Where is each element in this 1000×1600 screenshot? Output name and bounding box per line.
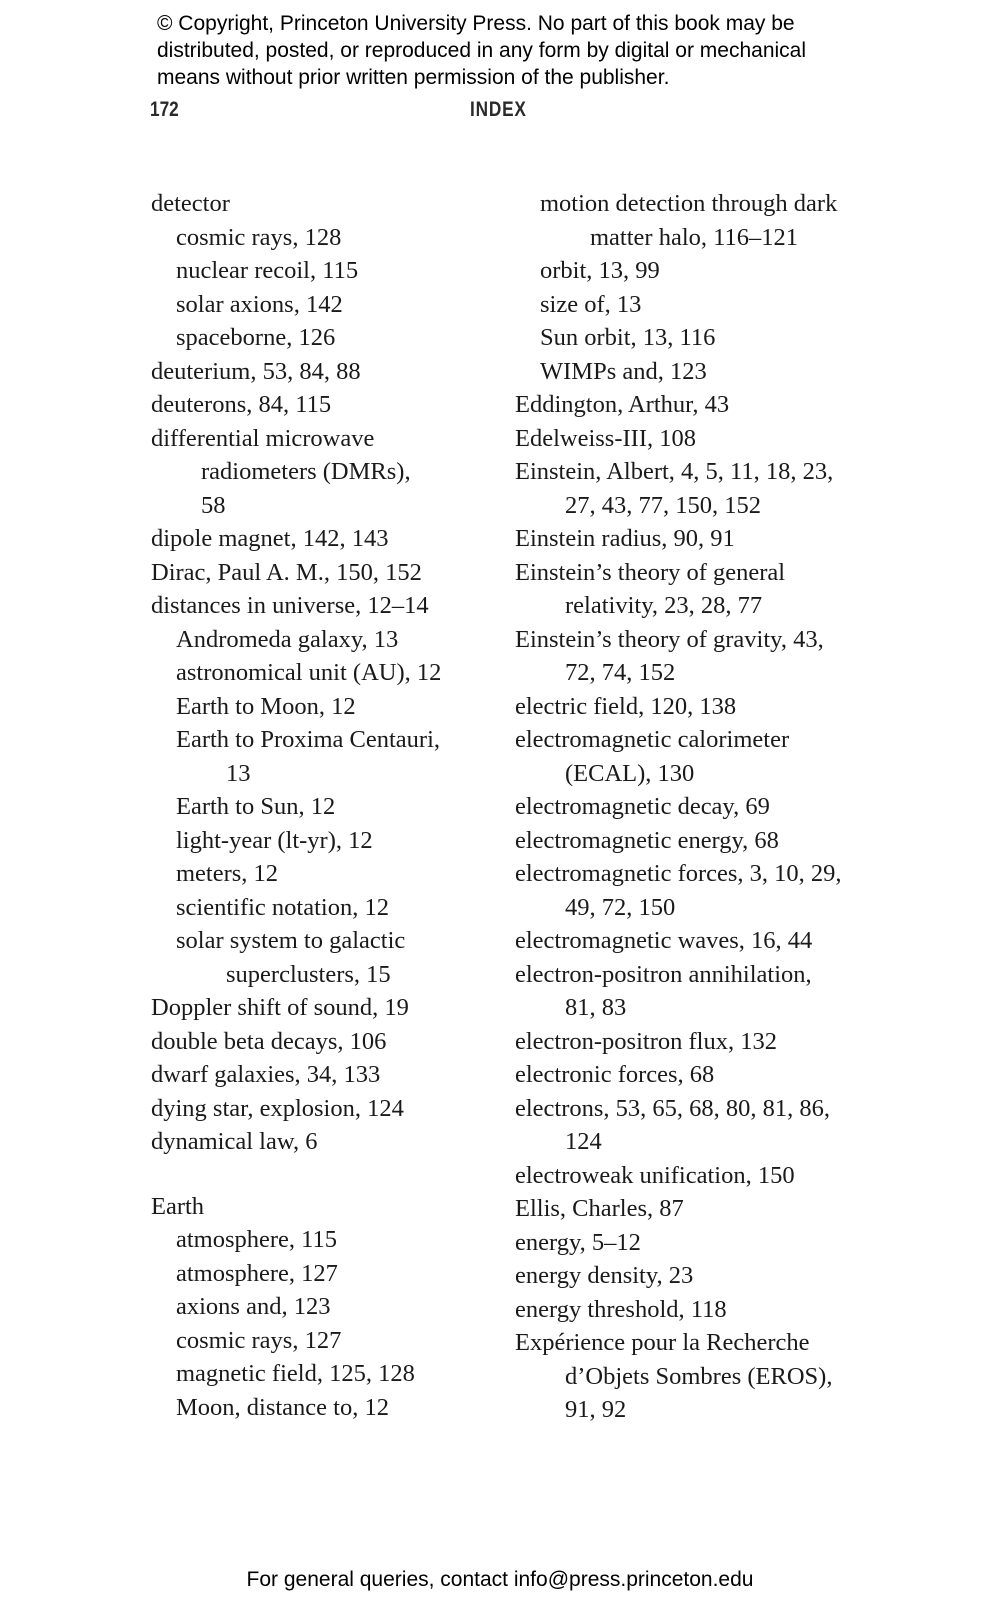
- index-entry-line: atmosphere, 127: [176, 1259, 338, 1287]
- index-entry-line: scientific notation, 12: [176, 893, 389, 921]
- index-entry-line: (ECAL), 130: [565, 759, 695, 787]
- index-entry: [151, 388, 501, 422]
- index-entry: [515, 422, 875, 456]
- index-entry-line: 81, 83: [565, 994, 627, 1021]
- index-entry-line: Earth to Moon, 12: [176, 692, 356, 720]
- index-entry-line: magnetic field, 125, 128: [176, 1360, 415, 1387]
- index-entry: [515, 723, 875, 790]
- page-number: 172: [150, 98, 179, 121]
- index-entry: [151, 1058, 501, 1092]
- index-entry: [515, 1058, 875, 1092]
- section-title: INDEX: [470, 98, 527, 121]
- index-subentry: [151, 1257, 501, 1291]
- index-entry-line: electromagnetic forces, 3, 10, 29,: [515, 860, 842, 887]
- index-subentry: [515, 254, 875, 288]
- index-entry: [515, 1025, 875, 1059]
- index-entry-line: Sun orbit, 13, 116: [540, 324, 716, 351]
- index-entry-line: electromagnetic waves, 16, 44: [515, 927, 813, 954]
- index-entry: [515, 924, 875, 958]
- index-entry-line: WIMPs and, 123: [540, 357, 707, 385]
- index-entry-line: solar system to galactic: [176, 927, 406, 954]
- index-entry-line: motion detection through dark: [540, 190, 838, 217]
- index-entry: [515, 857, 875, 924]
- index-entry: [515, 623, 875, 690]
- index-entry-line: spaceborne, 126: [176, 324, 336, 351]
- index-entry: [151, 991, 501, 1025]
- index-entry-line: energy threshold, 118: [515, 1295, 727, 1323]
- index-entry-line: 58: [201, 491, 226, 519]
- index-column-left: [151, 187, 501, 1424]
- index-entry: [151, 589, 501, 623]
- copyright-line: © Copyright, Princeton University Press. No part of this book may be: [157, 12, 795, 35]
- index-entry-line: electromagnetic calorimeter: [515, 726, 790, 753]
- index-entry: [515, 1259, 875, 1293]
- index-entry-line: Earth to Sun, 12: [176, 793, 336, 820]
- index-entry-line: 27, 43, 77, 150, 152: [565, 491, 761, 519]
- index-entry-line: Einstein, Albert, 4, 5, 11, 18, 23,: [515, 458, 834, 485]
- index-entry-line: Expérience pour la Recherche: [515, 1329, 810, 1356]
- index-entry-line: Andromeda galaxy, 13: [176, 625, 399, 653]
- index-entry-line: dipole magnet, 142, 143: [151, 525, 389, 552]
- index-subentry: [151, 924, 501, 991]
- index-entry-line: Eddington, Arthur, 43: [515, 391, 730, 418]
- index-entry-line: dying star, explosion, 124: [151, 1094, 404, 1122]
- index-subentry: [515, 321, 875, 355]
- index-entry-line: Ellis, Charles, 87: [515, 1195, 684, 1222]
- index-entry-line: 91, 92: [565, 1396, 627, 1423]
- index-entry-line: electromagnetic energy, 68: [515, 826, 779, 854]
- index-subentry: [515, 288, 875, 322]
- index-entry: [515, 690, 875, 724]
- copyright-line: means without prior written permission of the publisher.: [157, 66, 670, 89]
- index-entry-line: Earth to Proxima Centauri,: [176, 726, 440, 753]
- index-entry: [515, 1293, 875, 1327]
- index-entry-line: atmosphere, 115: [176, 1226, 338, 1253]
- index-entry: [515, 1159, 875, 1193]
- index-entry-line: Edelweiss-III, 108: [515, 424, 696, 452]
- index-entry: [151, 1092, 501, 1126]
- index-entry-line: energy density, 23: [515, 1262, 694, 1289]
- index-entry: [151, 556, 501, 590]
- index-column-right: [515, 187, 875, 1427]
- index-entry-line: Einstein radius, 90, 91: [515, 525, 735, 552]
- index-subentry: [151, 1324, 501, 1358]
- index-subentry: [151, 1391, 501, 1425]
- index-entry-line: meters, 12: [176, 860, 279, 887]
- index-subentry: [151, 656, 501, 690]
- index-entry-line: detector: [151, 190, 230, 217]
- index-entry-line: electromagnetic decay, 69: [515, 793, 770, 820]
- index-entry-line: 72, 74, 152: [565, 659, 676, 686]
- index-entry-line: light-year (lt-yr), 12: [176, 826, 373, 854]
- index-entry-line: distances in universe, 12–14: [151, 592, 429, 619]
- index-subentry: [515, 187, 875, 254]
- index-entry-line: Moon, distance to, 12: [176, 1393, 389, 1421]
- index-entry-line: d’Objets Sombres (EROS),: [565, 1362, 833, 1390]
- index-entry-line: radiometers (DMRs),: [201, 458, 411, 485]
- index-subentry: [515, 355, 875, 389]
- index-subentry: [151, 254, 501, 288]
- index-entry-line: orbit, 13, 99: [540, 257, 660, 284]
- copyright-notice: [157, 10, 877, 91]
- index-entry-line: differential microwave: [151, 424, 375, 452]
- index-entry-line: deuterium, 53, 84, 88: [151, 357, 361, 385]
- index-entry-line: matter halo, 116–121: [590, 223, 798, 251]
- index-entry: [151, 1190, 501, 1224]
- index-entry: [151, 1025, 501, 1059]
- index-entry-line: nuclear recoil, 115: [176, 257, 359, 284]
- index-entry-line: double beta decays, 106: [151, 1027, 387, 1055]
- index-entry: [151, 1125, 501, 1159]
- index-entry-line: solar axions, 142: [176, 290, 343, 318]
- index-entry: [151, 187, 501, 221]
- index-entry-line: size of, 13: [540, 290, 642, 318]
- footer-contact: For general queries, contact info@press.princeton.edu: [246, 1568, 754, 1591]
- index-entry-line: Einstein’s theory of general: [515, 558, 786, 586]
- index-subentry: [151, 1357, 501, 1391]
- index-entry-line: 124: [565, 1128, 602, 1155]
- index-entry-line: 13: [226, 759, 251, 787]
- index-entry: [515, 958, 875, 1025]
- index-entry-line: Earth: [151, 1192, 205, 1220]
- index-entry-line: 49, 72, 150: [565, 893, 676, 921]
- index-entry-line: electron-positron flux, 132: [515, 1027, 777, 1055]
- index-entry: [515, 522, 875, 556]
- index-entry: [515, 790, 875, 824]
- index-entry: [515, 824, 875, 858]
- index-subentry: [151, 857, 501, 891]
- index-subentry: [151, 321, 501, 355]
- index-subentry: [151, 723, 501, 790]
- index-entry-line: relativity, 23, 28, 77: [565, 592, 763, 619]
- index-entry-line: cosmic rays, 127: [176, 1326, 342, 1354]
- index-entry-line: cosmic rays, 128: [176, 223, 342, 251]
- index-entry-line: Doppler shift of sound, 19: [151, 994, 409, 1021]
- index-entry-line: dynamical law, 6: [151, 1128, 318, 1155]
- index-subentry: [151, 623, 501, 657]
- index-subentry: [151, 790, 501, 824]
- index-entry: [151, 522, 501, 556]
- index-entry-line: Dirac, Paul A. M., 150, 152: [151, 558, 422, 586]
- index-entry-line: axions and, 123: [176, 1293, 331, 1320]
- index-entry-line: electron-positron annihilation,: [515, 960, 812, 988]
- index-entry-line: electric field, 120, 138: [515, 692, 737, 720]
- index-entry: [515, 1226, 875, 1260]
- copyright-line: distributed, posted, or reproduced in any form by digital or mechanical: [157, 39, 807, 62]
- index-subentry: [151, 891, 501, 925]
- index-entry-line: superclusters, 15: [226, 960, 391, 988]
- index-entry: [515, 1326, 875, 1427]
- index-entry: [515, 455, 875, 522]
- index-subentry: [151, 824, 501, 858]
- index-entry-line: electrons, 53, 65, 68, 80, 81, 86,: [515, 1094, 831, 1122]
- running-head: [0, 98, 1000, 126]
- index-entry-line: astronomical unit (AU), 12: [176, 659, 442, 686]
- index-entry: [515, 1092, 875, 1159]
- index-entry: [515, 388, 875, 422]
- index-entry: [151, 422, 501, 523]
- index-entry: [151, 355, 501, 389]
- index-entry-line: electronic forces, 68: [515, 1061, 715, 1088]
- index-entry-line: dwarf galaxies, 34, 133: [151, 1061, 381, 1088]
- index-subentry: [151, 288, 501, 322]
- index-subentry: [151, 1290, 501, 1324]
- index-entry: [515, 1192, 875, 1226]
- index-entry-line: Einstein’s theory of gravity, 43,: [515, 625, 824, 653]
- index-entry-line: energy, 5–12: [515, 1228, 641, 1256]
- index-entry-line: deuterons, 84, 115: [151, 391, 332, 418]
- index-subentry: [151, 1223, 501, 1257]
- index-subentry: [151, 690, 501, 724]
- index-entry-line: electroweak unification, 150: [515, 1161, 795, 1189]
- index-subentry: [151, 221, 501, 255]
- index-entry: [515, 556, 875, 623]
